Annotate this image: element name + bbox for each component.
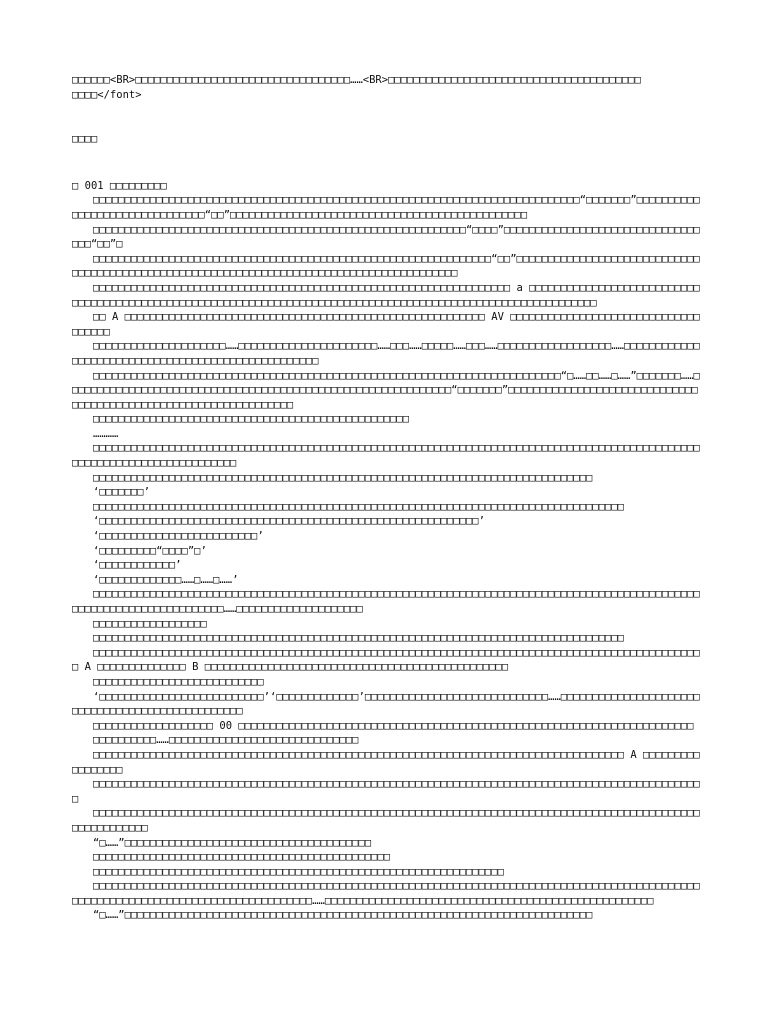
paragraph: □□□□□□□□□□□□□□□□□□□□□□□□□□□□□□□□□□□□□□□□□□□□□□□□□□□□□□□□□□□□□□□□□□□□□□□□□□□□□□□□□□□□: [72, 500, 625, 513]
paragraph: □□□□□□□□□□□□□□□□□□□□□□□□□□□□□□□□□□□□□□□□□□□□□□□□□□□□□□□□□□□□□□□□□□□□□□□□□□□□□□□□□□□□□□□□□□□□□□□□□□□□□□□□□□□□□□□□□□□□□□□□……□□□□□□□□□□□□□□□□□□□□: [72, 588, 700, 615]
paragraph: □□□□□□□□□□□□□□□□□□□□□□□□□□□□□□□□□□□□□□□□□□□□□□□□□□□□□□□□□□□□□□□“□□”□□□□□□□□□□□□□□□□□□□□□□□□□□□□□□□□□□□□□□□□□□□□□□□□□□□□□□□□□□□□□□□□□□□□□□□□□□□□□□□□□□□□□□□□□□: [72, 252, 700, 280]
paragraph: ‘□□□□□□□□□□□□□……□……□……’: [72, 573, 239, 586]
paragraph: “□……”□□□□□□□□□□□□□□□□□□□□□□□□□□□□□□□□□□□□□□□: [72, 836, 372, 849]
paragraph: □□ A □□□□□□□□□□□□□□□□□□□□□□□□□□□□□□□□□□□□□□□□□□□□□□□□□□□□□□□□□ AV □□□□□□□□□□□□□□□□□□□□□□□□□□□□□□□□□□□□: [72, 311, 700, 338]
paragraph: □□□□□□□□□□□□□□□□□□□□□□□□□□□□□□□□□□□□□□□□□□□□□□□□□□□□□□□□□□□□□□□□□□□□□□□□□□□□□□□□□□□□□□□□□□□□□□□□□ A □□□□□□□□□□□□□□ B □□□□□□□□□□□□□□□□□□□□□□□□□□□□□□□□□□□□□□□□□□□□□□□□: [72, 646, 700, 674]
paragraph: □□□□□□□□□□□□□□□□□□: [72, 617, 207, 630]
paragraph: □□□□□□□□□□□□□□□□□□□□□□□□□□□□□□□□□□□□□□□□□□□□□□□□□□□□□□□□□□□□□□□□□□□□□□□□□□□□□□□□□□□□□□□□□□□□□□□□□□□□□□□□□□□□: [72, 807, 700, 834]
paragraph: □□□□□□□□□□□□□□□□□□□□□□□□□□□□□□□□□□□□□□□□□□□□□□□□□□: [72, 413, 410, 426]
header-line-2: □□□□</font>: [72, 88, 142, 101]
document-page: [72, 73, 700, 923]
paragraph: □□□□□□□□□□□□□□□□□□□□□□□□□□□□□□□□□□□□□□□□□□□□□□□□□□□□□□□□□□□□□□□□□□□□□□□□□□□□□□□□□□□□□□□□□□□□□□□□□□□□□□□□□□□□□□□□□□□□□□□□□□□□□□□□□□□□□□……□□□□□□□□□□□□□□□□□□□□□□□□□□□□□□□□□□□□□□□□□□□□□□□□□□□□: [72, 880, 700, 907]
paragraph: □□□□□□□□□□□□□□□□□□□□□□□□□□□□□□□□□□□□□□□□□□□□□□□□□□□□□□□□□□□□□□□□□□□□□□□□□□□□□“□□□□□□□”□□□□□□□□□□□□□□□□□□□□□□□□□□□□□□□“□□”□□□□□□□□□□□□□□□□□□□□□□□□□□□□□□□□□□□□□□□□□□□□□□□: [72, 194, 700, 221]
paragraph: □□□□□□□□□□□□□□□□□□□ 00 □□□□□□□□□□□□□□□□□□□□□□□□□□□□□□□□□□□□□□□□□□□□□□□□□□□□□□□□□□□□□□□□□□□□□□□□: [72, 719, 694, 732]
paragraph: □□□□□□□□□□□□□□□□□□□□□□□□□□□: [72, 675, 264, 688]
paragraph: □□□□□□□□□□□□□□□□□□□□□□□□□□□□□□□□□□□□□□□□□□□□□□□□□□□□□□□□□□□“□□□□”□□□□□□□□□□□□□□□□□□□□□□□□□□□□□□□□□□“□□”□: [72, 223, 700, 251]
paragraph: □□□□□□□□□□□□□□□□□□□□□□□□□□□□□□□□□□□□□□□□□□□□□□□□□□□□□□□□□□□□□□□□□□ a □□□□□□□□□□□□□□□□□□□□□□□□□□□□□□□□□□□□□□□□□□□□□□□□□□□□□□□□□□□□□□□□□□□□□□□□□□□□□□□□□□□□□□□□□□□□□□□□□□□□□□□□□□□□□□: [72, 281, 700, 309]
chapter-heading: □ 001 □□□□□□□□□: [72, 179, 167, 192]
paragraph: □□□□□□□□□□□□□□□□□□□□□□□□□□□□□□□□□□□□□□□□□□□□□□□□□□□□□□□□□□□□□□□□□□□□□□□□□□□□□□□□□□□□□□□□□□□□□□□□□: [72, 778, 700, 805]
paragraph: ‘□□□□□□□’: [72, 486, 150, 499]
paragraph: “□……”□□□□□□□□□□□□□□□□□□□□□□□□□□□□□□□□□□□□□□□□□□□□□□□□□□□□□□□□□□□□□□□□□□□□□□□□□□: [72, 909, 593, 922]
paragraph: ‘□□□□□□□□□□□□□□□□□□□□□□□□□’: [72, 530, 264, 543]
paragraph: □□□□□□□□□□□□□□□□□□□□□……□□□□□□□□□□□□□□□□□□□□□□……□□□……□□□□□……□□□……□□□□□□□□□□□□□□□□□□……□□□□□□□□□□□□□□□□□□□□□□□□□□□□□□□□□□□□□□□□□□□□□□□□□□□: [72, 340, 700, 367]
paragraph: ‘□□□□□□□□□□□□□□□□□□□□□□□□□□□□□□□□□□□□□□□□□□□□□□□□□□□□□□□□□□□□’: [72, 515, 485, 528]
paragraph: ‘□□□□□□□□□□□□□□□□□□□□□□□□□□’‘□□□□□□□□□□□□□’□□□□□□□□□□□□□□□□□□□□□□□□□□□□□……□□□□□□□□□□□□□□□□□□□□□□□□□□□□□□□□□□□□□□□□□□□□□□□□□: [72, 690, 700, 718]
paragraph: □□□□□□□□□□□□□□□□□□□□□□□□□□□□□□□□□□□□□□□□□□□□□□□□□□□□□□□□□□□□□□□□□□□□□□□□□□□□□□□□□□□□ A □□□□□□□□□□□□□□□□□: [72, 748, 700, 776]
header-line-1: □□□□□□<BR>□□□□□□□□□□□□□□□□□□□□□□□□□□□□□□□□□□……<BR>□□□□□□□□□□□□□□□□□□□□□□□□□□□□□□□□□□□□□□□□: [72, 74, 641, 86]
paragraph: □□□□□□□□□□□□□□□□□□□□□□□□□□□□□□□□□□□□□□□□□□□□□□□: [72, 851, 391, 864]
section-title: □□□□: [72, 133, 98, 146]
paragraph: …………: [72, 427, 119, 440]
paragraph: □□□□□□□□□□□□□□□□□□□□□□□□□□□□□□□□□□□□□□□□□□□□□□□□□□□□□□□□□□□□□□□□□□□□□□□□□□“□……□□……□……”□□□□□□□……□□□□□□□□□□□□□□□□□□□□□□□□□□□□□□□□□□□□□□□□□□□□□□□□□□□□□□□□□□□□□“□□□□□□□”□□□□□□□□□□□□□□□□□□□□□□□□□□□□□□□□□□□□□□□□□□□□□□□□□□□□□□□□□□□□□□□□□: [72, 369, 700, 411]
paragraph: □□□□□□□□□□……□□□□□□□□□□□□□□□□□□□□□□□□□□□□□□: [72, 734, 359, 747]
paragraph: ‘□□□□□□□□□“□□□□”□’: [72, 544, 207, 557]
paragraph: □□□□□□□□□□□□□□□□□□□□□□□□□□□□□□□□□□□□□□□□□□□□□□□□□□□□□□□□□□□□□□□□□□□□□□□□□□□□□□□: [72, 471, 593, 484]
paragraph: □□□□□□□□□□□□□□□□□□□□□□□□□□□□□□□□□□□□□□□□□□□□□□□□□□□□□□□□□□□□□□□□□□□□□□□□□□□□□□□□□□□□□□□□□□□□□□□□□□□□□□□□□□□□□□□□□□□□□□□□□□: [72, 442, 700, 470]
paragraph: □□□□□□□□□□□□□□□□□□□□□□□□□□□□□□□□□□□□□□□□□□□□□□□□□□□□□□□□□□□□□□□□□□□□□□□□□□□□□□□□□□□□: [72, 632, 625, 645]
paragraph: ‘□□□□□□□□□□□□’: [72, 559, 182, 572]
body-text: [72, 193, 700, 923]
paragraph: □□□□□□□□□□□□□□□□□□□□□□□□□□□□□□□□□□□□□□□□□□□□□□□□□□□□□□□□□□□□□□□□□: [72, 865, 504, 878]
